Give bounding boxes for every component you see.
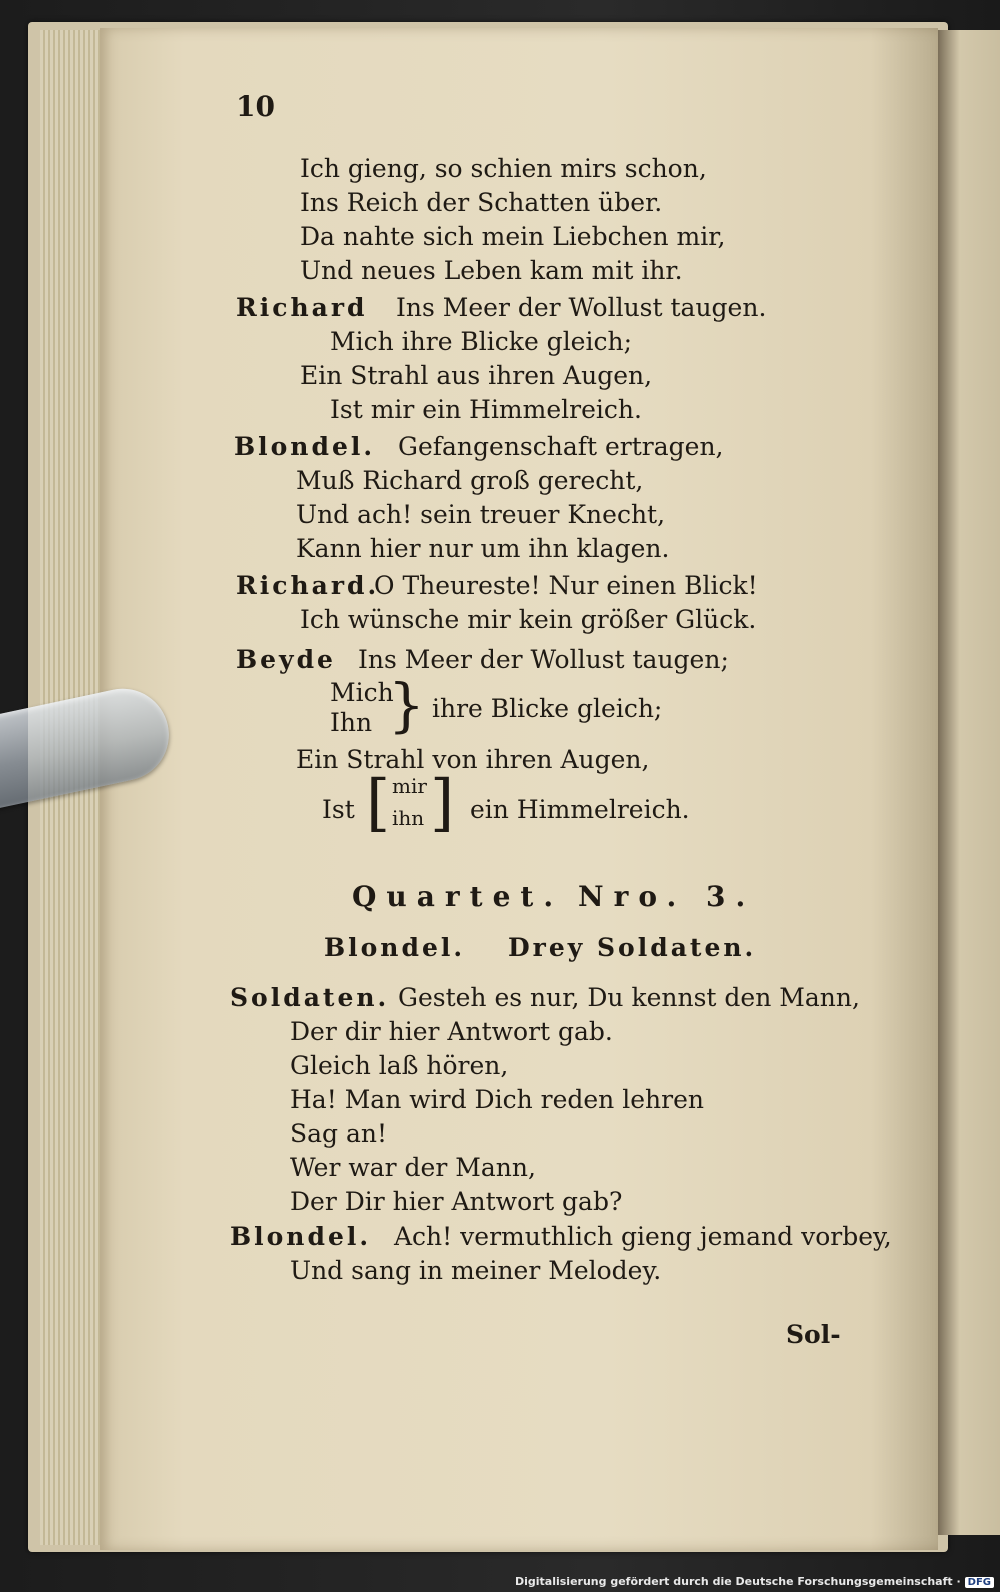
- verse-line: Und ach! sein treuer Knecht,: [296, 500, 666, 529]
- verse-line: Kann hier nur um ihn klagen.: [296, 534, 670, 563]
- speaker-beyde: Beyde: [236, 645, 336, 674]
- verse-line: Ich wünsche mir kein größer Glück.: [300, 605, 757, 634]
- verse-line-mich: Mich: [330, 678, 394, 707]
- verse-line: Ha! Man wird Dich reden lehren: [290, 1085, 704, 1114]
- section-number: Nro. 3.: [578, 880, 756, 913]
- verse-line: Ein Strahl von ihren Augen,: [296, 745, 650, 774]
- verse-line: Gesteh es nur, Du kennst den Mann,: [398, 983, 860, 1012]
- cast-soldiers: Drey Soldaten.: [508, 933, 757, 962]
- verse-line: Ich gieng, so schien mirs schon,: [300, 154, 707, 183]
- dfg-logo: DFG: [965, 1577, 994, 1588]
- right-bracket-icon: ]: [430, 766, 455, 839]
- verse-line: Ein Strahl aus ihren Augen,: [300, 361, 653, 390]
- speaker-blondel: Blondel.: [234, 432, 376, 461]
- verse-line: Mich ihre Blicke gleich;: [330, 327, 633, 356]
- verse-line: Da nahte sich mein Liebchen mir,: [300, 222, 726, 251]
- verse-line: Ach! vermuthlich gieng jemand vorbey,: [394, 1222, 892, 1251]
- verse-line: Und sang in meiner Melodey.: [290, 1256, 662, 1285]
- verse-word-ist: Ist: [322, 795, 355, 824]
- page-number: 10: [236, 90, 275, 123]
- catchword: Sol-: [786, 1320, 841, 1349]
- verse-line: Gleich laß hören,: [290, 1051, 509, 1080]
- digitization-credit: [515, 1575, 994, 1588]
- speaker-richard: Richard: [236, 293, 368, 322]
- verse-line: ein Himmelreich.: [470, 795, 690, 824]
- credit-text: Digitalisierung gefördert durch die Deutsche Forschungsgemeinschaft ·: [514, 1575, 961, 1588]
- verse-line: Sag an!: [290, 1119, 388, 1148]
- verse-line: Ins Reich der Schatten über.: [300, 188, 663, 217]
- verse-line: Und neues Leben kam mit ihr.: [300, 256, 683, 285]
- cast-blondel: Blondel.: [324, 933, 466, 962]
- verse-line: Der Dir hier Antwort gab?: [290, 1187, 623, 1216]
- curly-brace-icon: }: [388, 671, 425, 739]
- speaker-blondel: Blondel.: [230, 1222, 372, 1251]
- verse-line: ihre Blicke gleich;: [432, 694, 663, 723]
- verse-line: Gefangenschaft ertragen,: [398, 432, 724, 461]
- verse-line: O Theureste! Nur einen Blick!: [374, 571, 758, 600]
- verse-word-mir: mir: [392, 774, 427, 798]
- verse-line: Ins Meer der Wollust taugen.: [396, 293, 767, 322]
- left-bracket-icon: [: [366, 766, 391, 839]
- verse-line: Wer war der Mann,: [290, 1153, 536, 1182]
- verse-line: Ist mir ein Himmelreich.: [330, 395, 642, 424]
- speaker-richard: Richard.: [236, 571, 380, 600]
- page-edges-right: [938, 30, 1000, 1535]
- verse-line: Ins Meer der Wollust taugen;: [358, 645, 729, 674]
- verse-word-ihn: ihn: [392, 806, 425, 830]
- verse-line-ihn: Ihn: [330, 708, 373, 737]
- speaker-soldaten: Soldaten.: [230, 983, 390, 1012]
- section-title: Quartet.: [352, 880, 564, 913]
- verse-line: Der dir hier Antwort gab.: [290, 1017, 613, 1046]
- verse-line: Muß Richard groß gerecht,: [296, 466, 644, 495]
